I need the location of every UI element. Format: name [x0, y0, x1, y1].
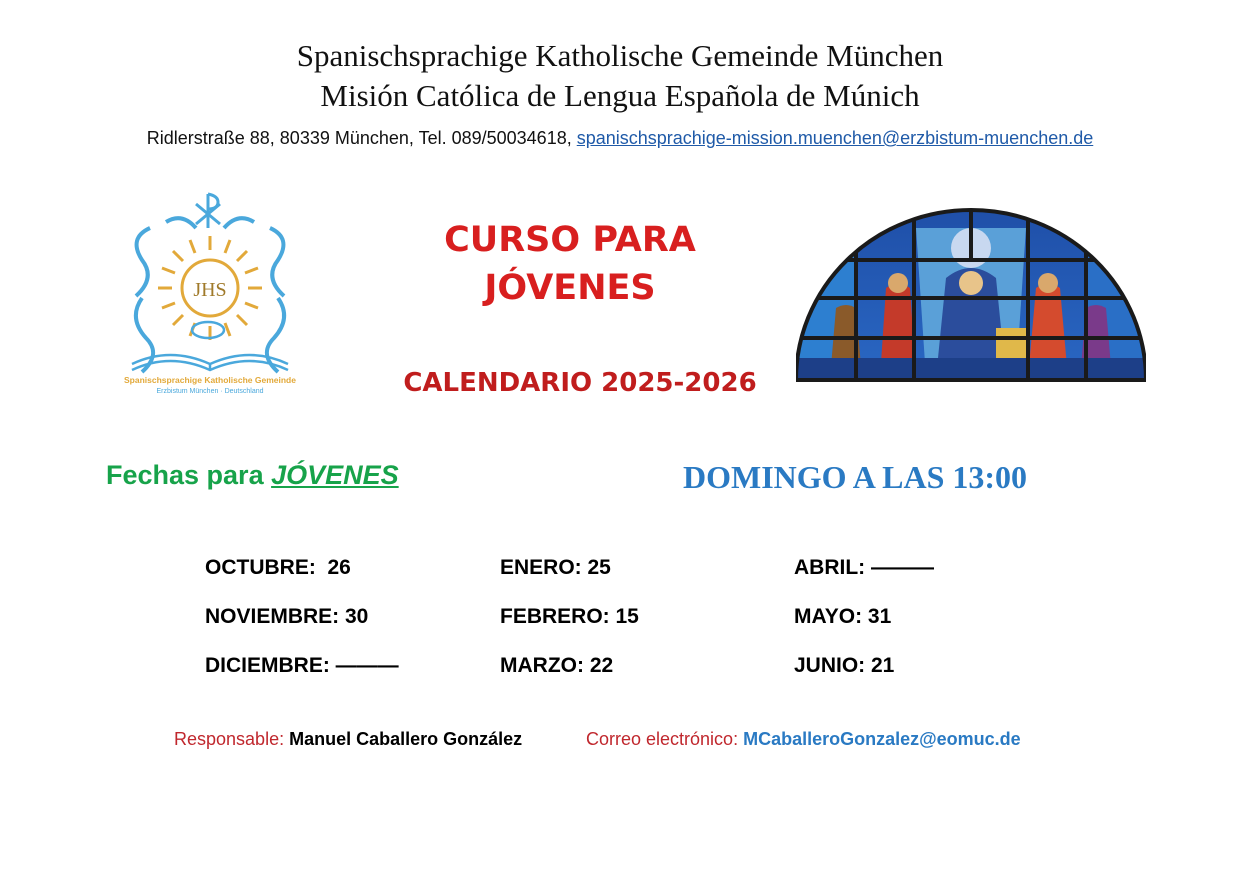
responsible-name: Manuel Caballero González — [289, 729, 523, 749]
address-text: Ridlerstraße 88, 80339 München, Tel. 089/50034618, — [146, 128, 577, 148]
date-february: FEBRERO: 15 — [500, 605, 639, 628]
monogram-text: JHS — [193, 279, 227, 301]
meeting-time: DOMINGO A LAS 13:00 — [683, 459, 1028, 495]
date-october: OCTUBRE: 26 — [205, 556, 351, 579]
course-title — [400, 216, 740, 312]
contact-email — [586, 729, 1021, 750]
contact-email-link[interactable]: MCaballeroGonzalez@eomuc.de — [743, 729, 1021, 749]
date-june: JUNIO: 21 — [794, 654, 895, 677]
date-november: NOVIEMBRE: 30 — [205, 605, 369, 628]
dates-label-emph: JÓVENES — [271, 460, 399, 490]
stained-glass-image — [796, 208, 1146, 384]
logo-caption-line2: Erzbistum München · Deutschland — [156, 388, 264, 395]
parish-name-spanish: Misión Católica de Lengua Española de Múnich — [320, 78, 920, 113]
date-march: MARZO: 22 — [500, 654, 614, 677]
course-title-line2: JÓVENES — [484, 268, 656, 308]
address-line — [0, 128, 1240, 149]
logo-caption-line1: Spanischsprachige Katholische Gemeinde — [124, 375, 296, 385]
email-link[interactable]: spanischsprachige-mission.muenchen@erzbistum-muenchen.de — [576, 128, 1094, 148]
course-title-line1: CURSO PARA — [444, 220, 696, 260]
logo-graphic — [120, 188, 300, 400]
calendar-title: CALENDARIO 2025-2026 — [403, 368, 757, 398]
date-january: ENERO: 25 — [500, 556, 611, 579]
parish-name-german: Spanischsprachige Katholische Gemeinde München — [296, 38, 944, 73]
chi-rho-icon — [196, 194, 220, 228]
email-label: Correo electrónico: — [586, 729, 744, 749]
dates-label-prefix: Fechas para — [106, 460, 272, 490]
date-may: MAYO: 31 — [794, 605, 892, 628]
parish-logo — [120, 188, 300, 400]
dates-label — [106, 460, 399, 491]
responsible-label: Responsable: — [174, 729, 290, 749]
date-april: ABRIL: ——— — [794, 556, 934, 579]
stained-glass-graphic — [796, 208, 1146, 384]
date-december: DICIEMBRE: ——— — [205, 654, 399, 677]
responsible-person — [174, 729, 522, 750]
